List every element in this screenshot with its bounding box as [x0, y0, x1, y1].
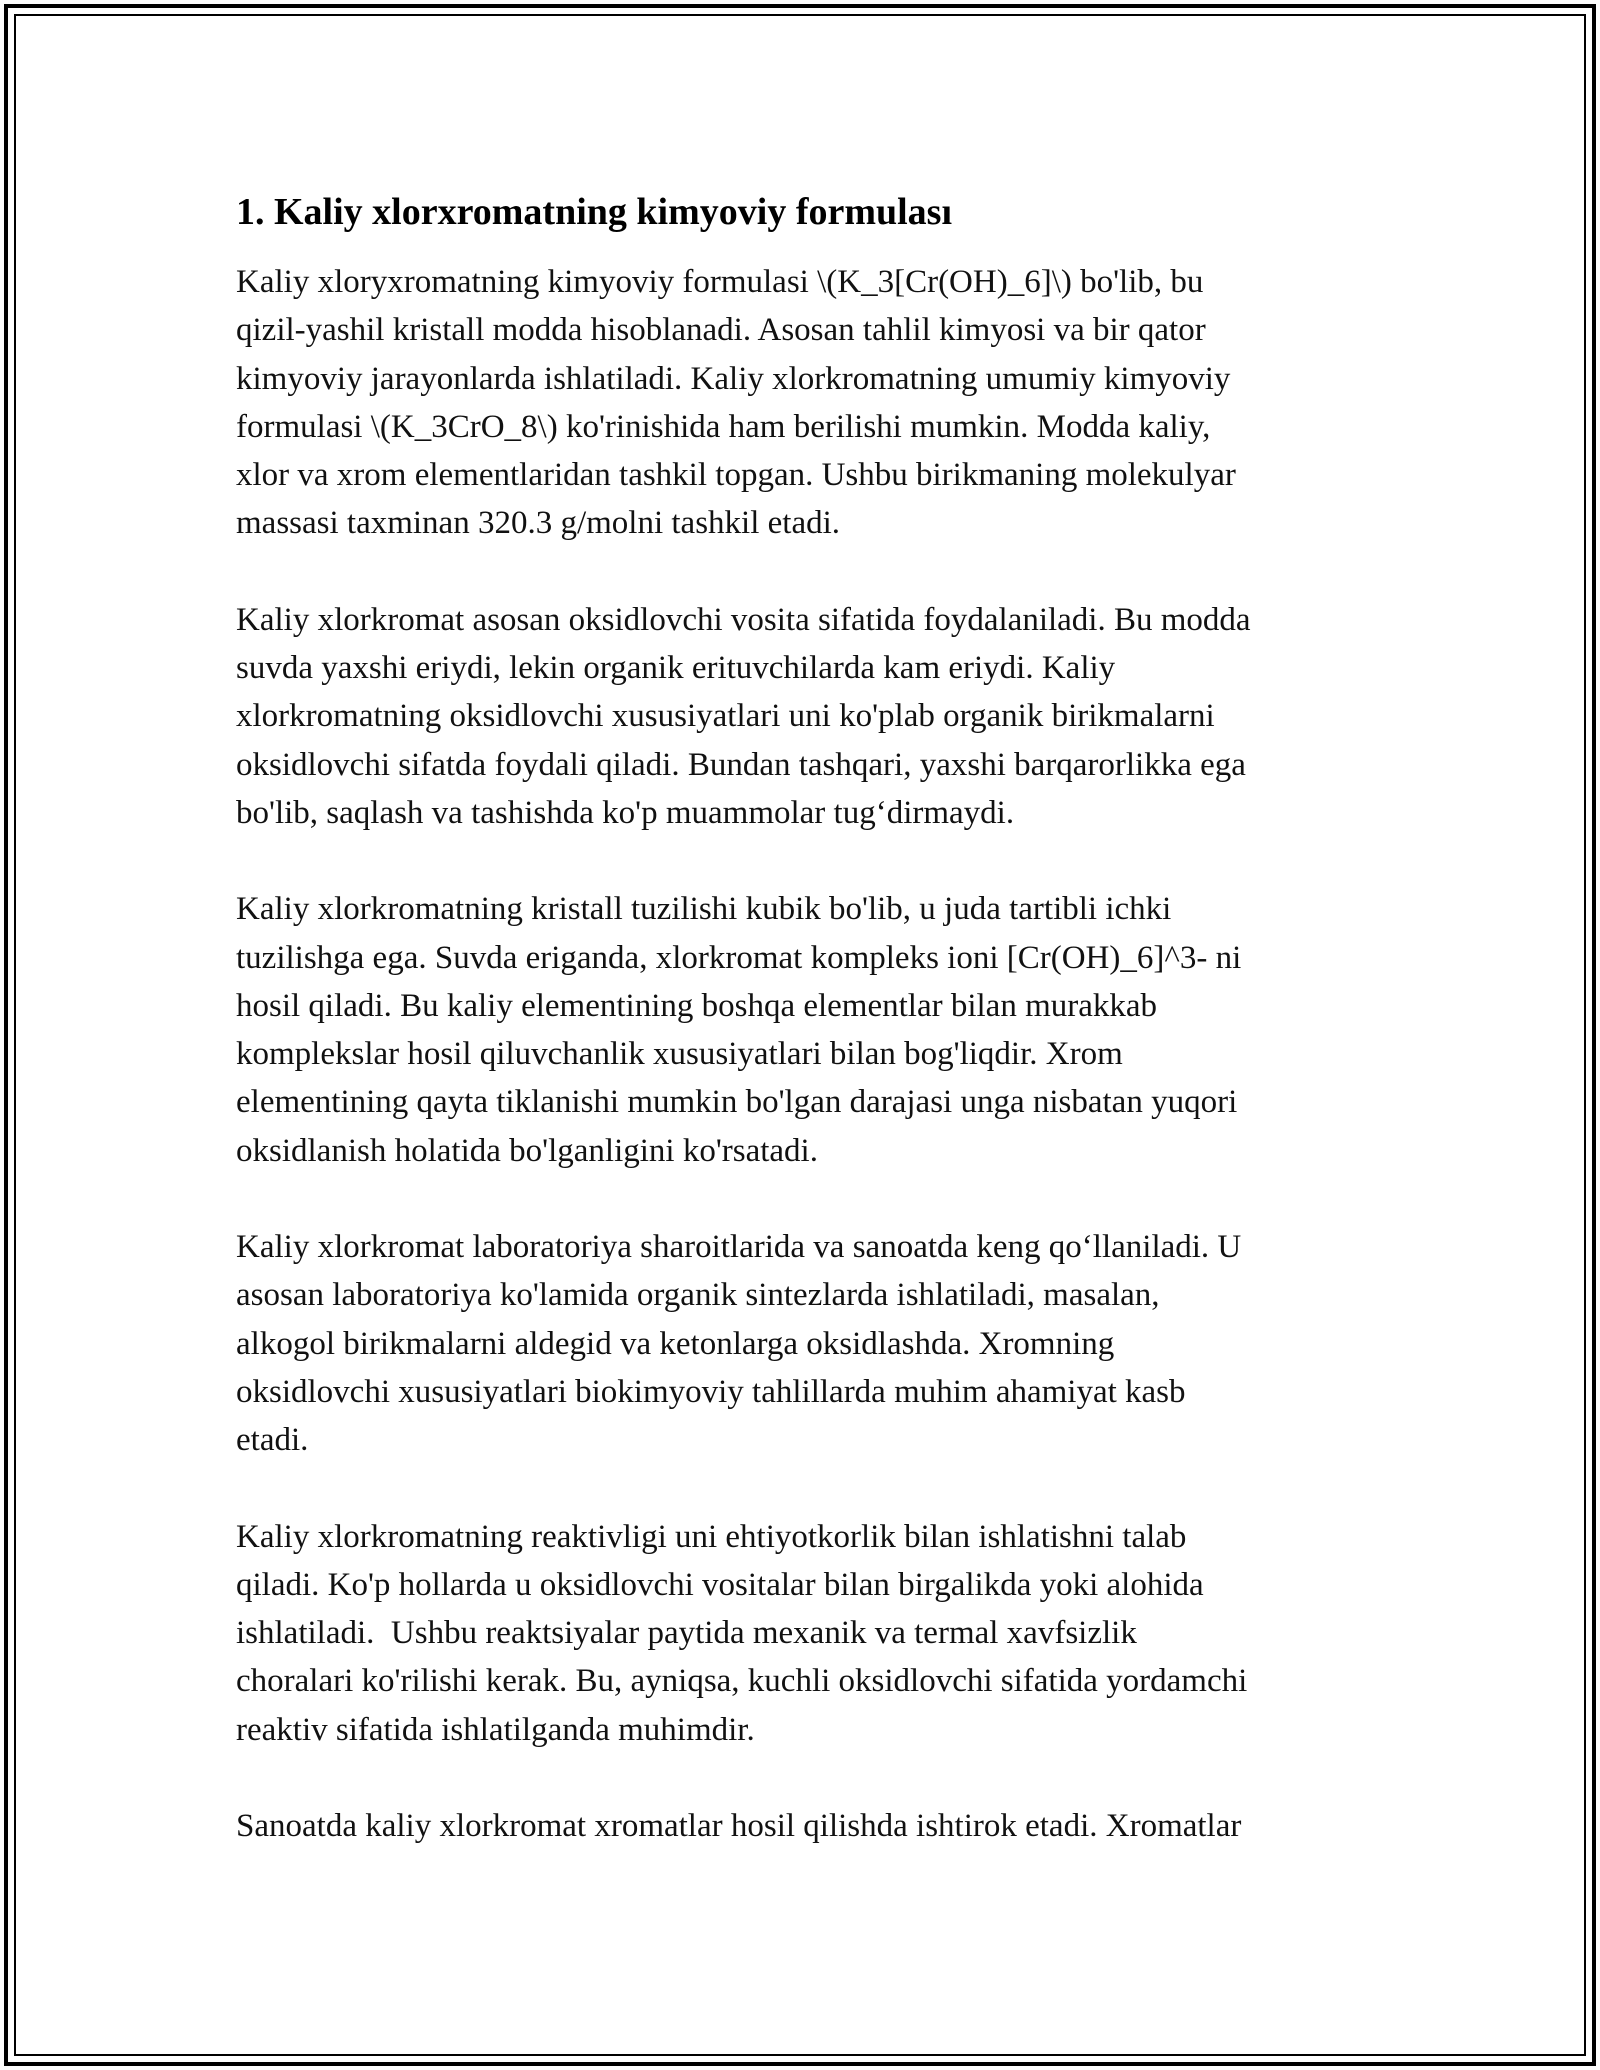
paragraph-reactivity: Kaliy xlorkromatning reaktivligi uni ehtiyotkorlik bilan ishlatishni talab qiladi. Ko'p hollarda u oksidlovchi vositalar bilan birgalikda yoki alohida ishlatiladi. Ushbu reaktsiyalar paytida mexanik va termal xavfsizlik choralari ko'rilishi kerak. Bu, ayniqsa, kuchli oksidlovchi sifatida yordamchi reaktiv sifatida ishlatilganda muhimdir. — [236, 1518, 1248, 1748]
document-body — [236, 188, 1386, 1898]
paragraph-industry: Sanoatda kaliy xlorkromat xromatlar hosil qilishda ishtirok etadi. Xromatlar — [236, 1808, 1242, 1845]
paragraph-oxidizer: Kaliy xlorkromat asosan oksidlovchi vosita sifatida foydalaniladi. Bu modda suvda yaxshi eriydi, lekin organik erituvchilarda kam eriydi. Kaliy xlorkromatning oksidlovchi xususiyatlari uni ko'plab organik birikmalarni oksidlovchi sifatda foydali qiladi. Bundan tashqari, yaxshi barqarorlikka ega bo'lib, saqlash va tashishda ko'p muammolar tug‘dirmaydi. — [236, 601, 1251, 831]
paragraph-crystal-structure: Kaliy xlorkromatning kristall tuzilishi kubik bo'lib, u juda tartibli ichki tuzilishga ega. Suvda eriganda, xlorkromat kompleks ioni [Cr(OH)_6]^3- ni hosil qiladi. Bu kaliy elementining boshqa elementlar bilan murakkab komplekslar hosil qiluvchanlik xususiyatlari bilan bog'liqdir. Xrom elementining qayta tiklanishi mumkin bo'lgan darajasi unga nisbatan yuqori oksidlanish holatida bo'lganligini ko'rsatadi. — [236, 891, 1242, 1169]
paragraph-laboratory-use: Kaliy xlorkromat laboratoriya sharoitlarida va sanoatda keng qo‘llaniladi. U asosan laboratoriya ko'lamida organik sintezlarda ishlatiladi, masalan, alkogol birikmalarni aldegid va ketonlarga oksidlashda. Xromning oksidlovchi xususiyatlari biokimyoviy tahlillarda muhim ahamiyat kasb etadi. — [236, 1229, 1242, 1459]
paragraph-formula: Kaliy xloryxromatning kimyoviy formulasi \(K_3[Cr(OH)_6]\) bo'lib, bu qizil-yashil kristall modda hisoblanadi. Asosan tahlil kimyosi va bir qator kimyoviy jarayonlarda ishlatiladi. Kaliy xlorkromatning umumiy kimyoviy formulasi \(K_3CrO_8\) ko'rinishida ham berilishi mumkin. Modda kaliy, xlor va xrom elementlaridan tashkil topgan. Ushbu birikmaning molekulyar massasi taxminan 320.3 g/molni tashkil etadi. — [236, 264, 1236, 542]
section-heading: 1. Kaliy xlorxromatning kimyoviy formulası — [236, 191, 953, 233]
